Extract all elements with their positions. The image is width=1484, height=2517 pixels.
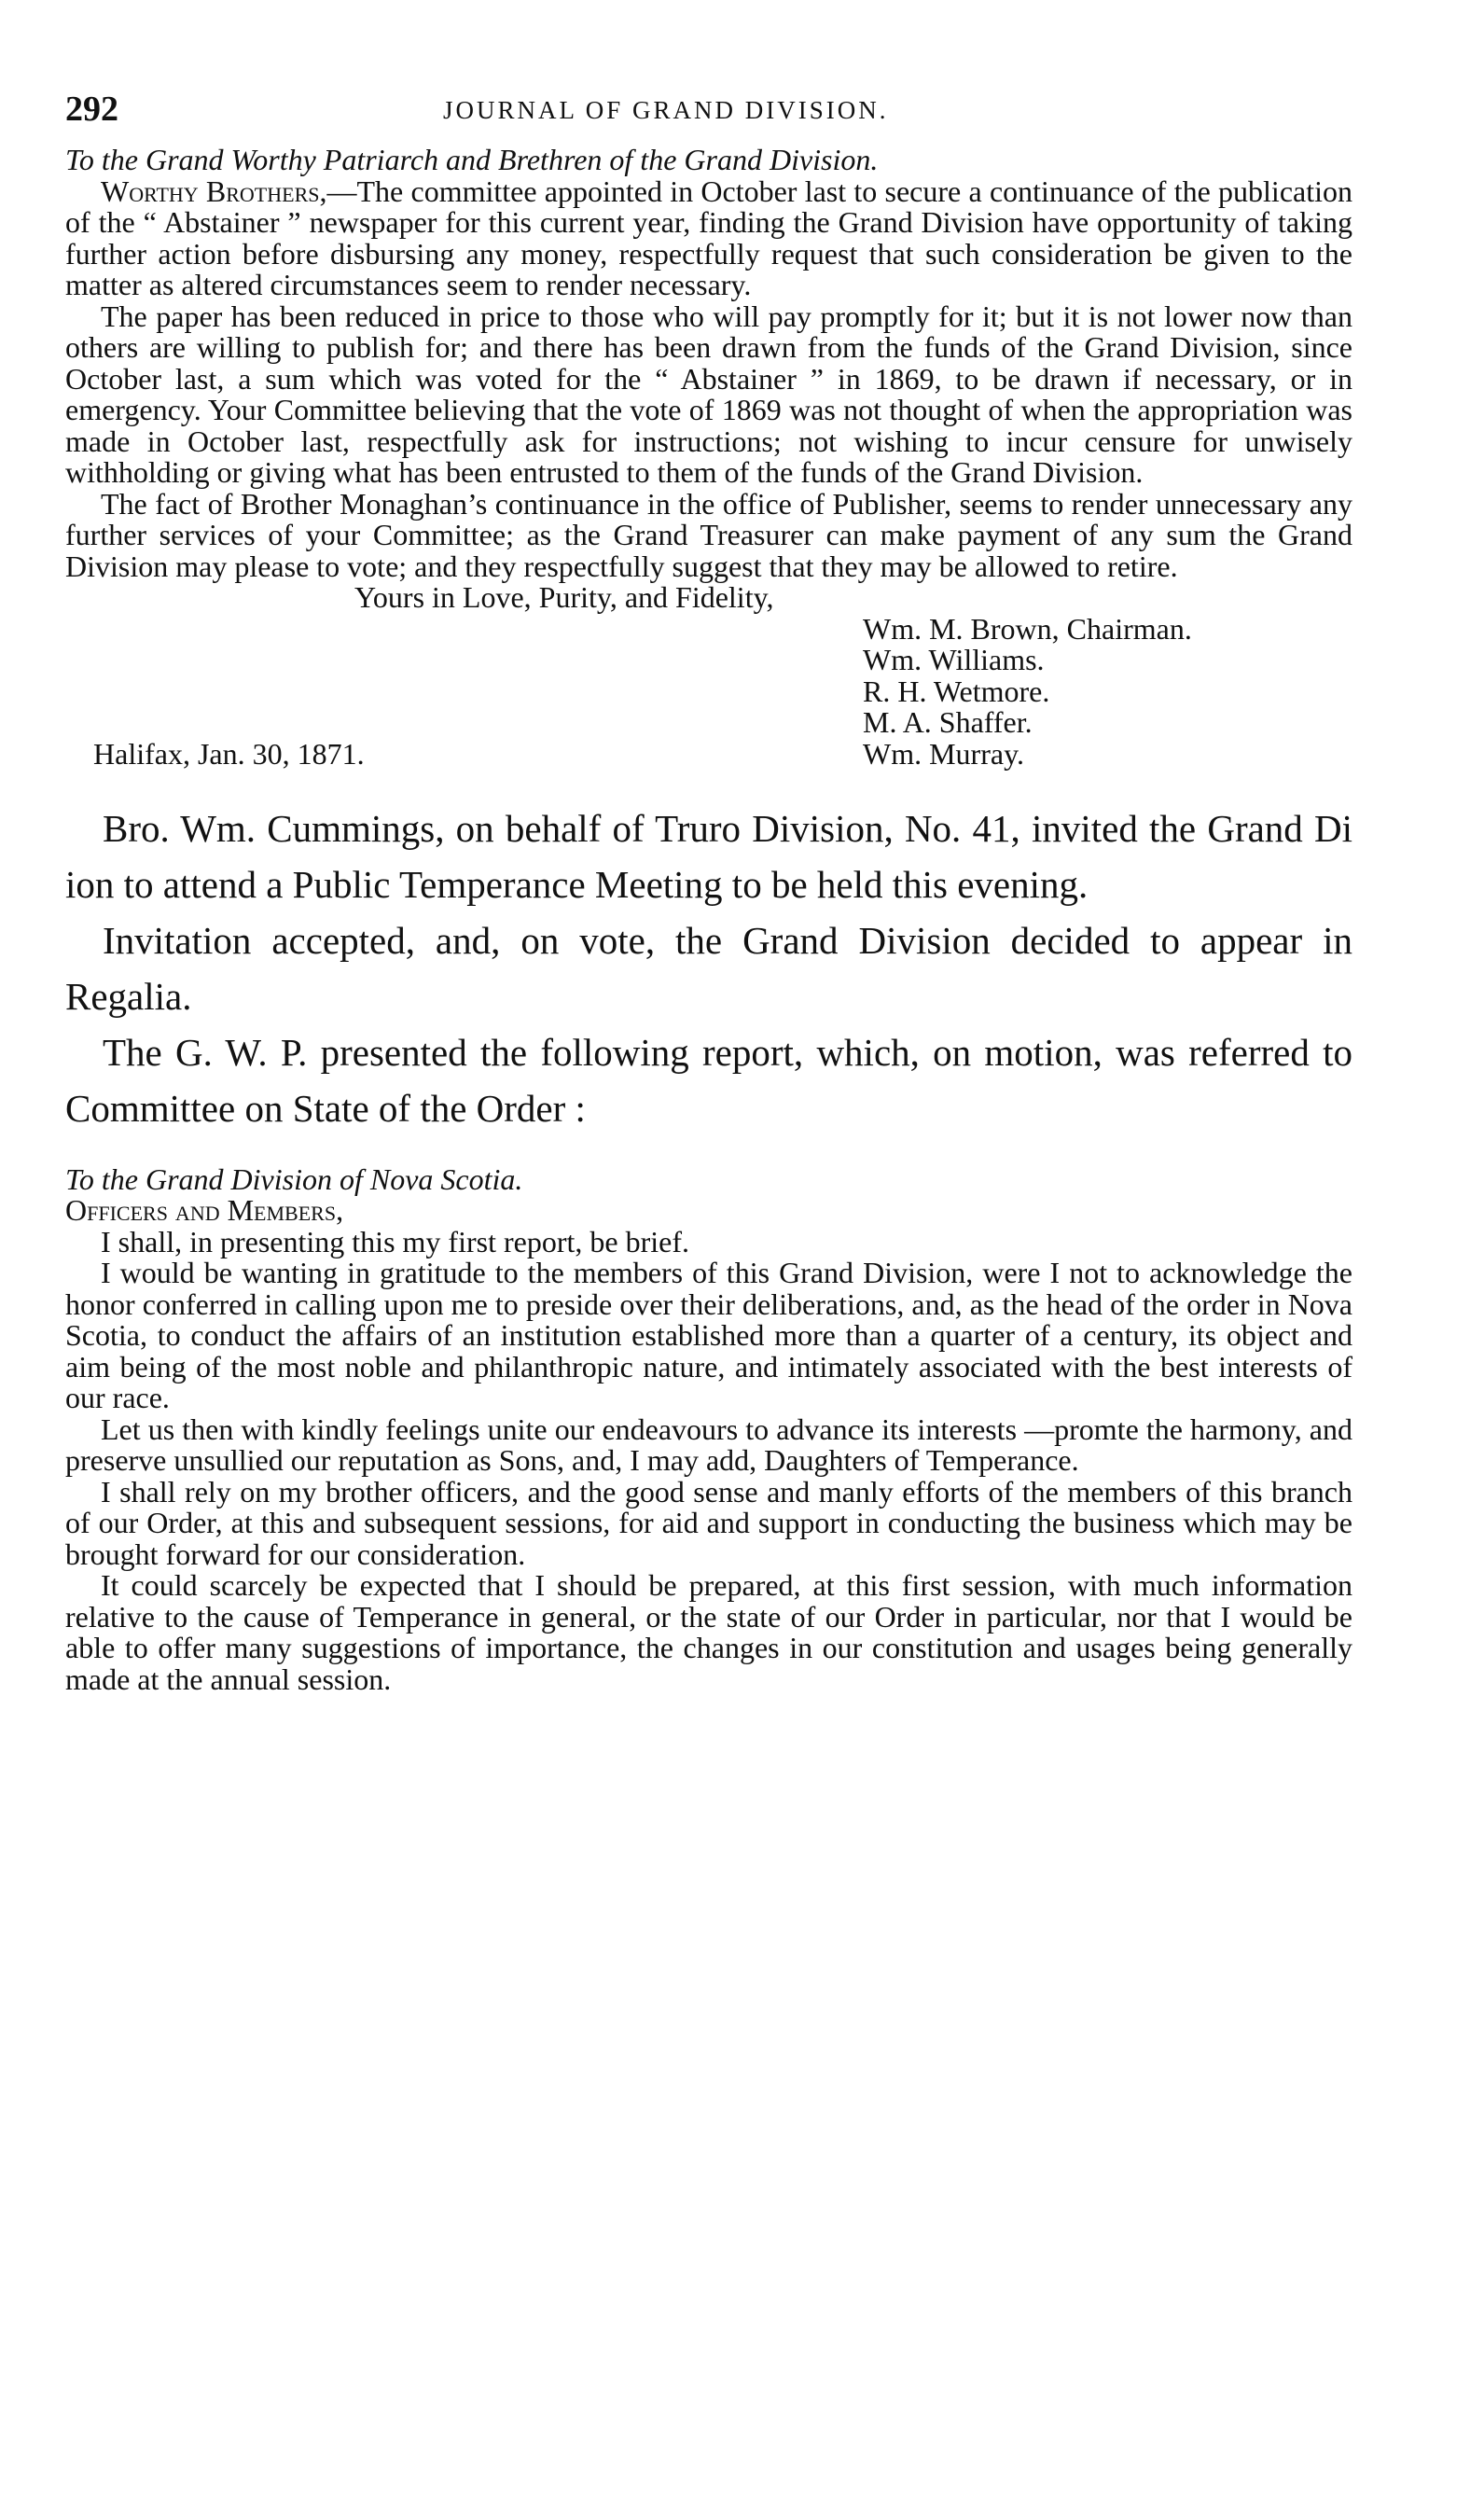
letter-salutation: Worthy Brothers, — [101, 174, 327, 208]
letter-paragraph-2: The paper has been reduced in price to those who will pay promptly for it; but it is not lower now than others are willing to publish for; and there has been drawn from the funds of the Grand Division, since October last, a sum which was voted for the “ Abstainer ” in 1869, to be drawn if necessary, or in emergency. Your Committee believing that the vote of 1869 was not thought of when the appropriation was made in October last, respectfully ask for instructions; not wishing to incur censure for unwisely withholding or giving what has been entrusted to them of the funds of the Grand Division. — [65, 299, 1352, 489]
report-address: To the Grand Division of Nova Scotia. — [65, 1161, 523, 1196]
signatory: Wm. M. Brown, Chairman. — [863, 611, 1192, 646]
report-paragraph-4: I shall rely on my brother officers, and the good sense and manly efforts of the members of this branch of our Order, at this and subsequent sessions, for aid and support in conducting the business which may be brought forward for our consideration. — [65, 1474, 1352, 1571]
signatory: M. A. Shaffer. — [863, 705, 1033, 739]
journal-page — [65, 89, 1352, 1695]
report-paragraph-3: Let us then with kindly feelings unite our endeavours to advance its interests —promte the harmony, and preserve unsullied our reputation as Sons, and, I may add, Daughters of Temperance. — [65, 1411, 1352, 1477]
signatory: Wm. Williams. — [863, 643, 1045, 676]
letter-paragraph-1-text: —The committee appointed in October last to secure a continuance of the publication of the “ Abstainer ” newspaper for this current year, finding the Grand Division have opportunity of taking further action before disbursing any money, respectfully request that such consideration be given to the matter as altered circumstances seem to render necessary. — [65, 174, 1353, 301]
letter-paragraph-1 — [65, 176, 1352, 301]
minutes-section — [65, 800, 1352, 1136]
report-paragraph-2: I would be wanting in gratitude to the members of this Grand Division, were I not to acknowledge the honor conferred in calling upon me to preside over their deliberations, and, as the head of the order in Nova Scotia, to conduct the affairs of an institution established more than a quarter of a century, its object and aim being of the most noble and philanthropic nature, and intimately associated with the best interests of our race. — [65, 1256, 1352, 1414]
report-paragraph-1: I shall, in presenting this my first report, be brief. — [101, 1224, 689, 1258]
letter-paragraph-3: The fact of Brother Monaghan’s continuance in the office of Publisher, seems to render unnecessary any further services of your Committee; as the Grand Treasurer can make payment of any sum the Grand Division may please to vote; and they respectfully suggest that they may be allowed to retire. — [65, 486, 1352, 583]
committee-letter — [65, 145, 1352, 772]
signatory: R. H. Wetmore. — [863, 674, 1050, 708]
report-salutation: Officers and Members, — [65, 1193, 344, 1227]
letter-address: To the Grand Worthy Patriarch and Brethren of the Grand Division. — [65, 143, 879, 176]
signatory-list — [863, 611, 1192, 771]
report-paragraph-5: It could scarcely be expected that I should be prepared, at this first session, with much information relative to the cause of Temperance in general, or the state of our Order in particular, nor that I would be able to offer many suggestions of importance, the changes in our constitution and usages being generally made at the annual session. — [65, 1568, 1352, 1696]
minutes-paragraph-3: The G. W. P. presented the following report, which, on motion, was referred to Committee on State of the Order : — [65, 1030, 1352, 1130]
page-number: 292 — [65, 90, 118, 129]
signatory: Wm. Murray. — [863, 736, 1024, 771]
minutes-paragraph-1: Bro. Wm. Cummings, on behalf of Truro Division, No. 41, invited the Grand Di ion to attend a Public Temperance Meeting to be held this evening. — [65, 806, 1352, 906]
running-head: JOURNAL OF GRAND DIVISION. — [443, 96, 889, 124]
letter-closing: Yours in Love, Purity, and Fidelity, — [354, 580, 774, 614]
minutes-paragraph-2: Invitation accepted, and, on vote, the Grand Division decided to appear in Regalia. — [65, 918, 1352, 1018]
gwp-report — [65, 1161, 1352, 1696]
place-date: Halifax, Jan. 30, 1871. — [93, 736, 365, 771]
page-header — [65, 89, 1352, 145]
signature-block — [65, 611, 1352, 772]
